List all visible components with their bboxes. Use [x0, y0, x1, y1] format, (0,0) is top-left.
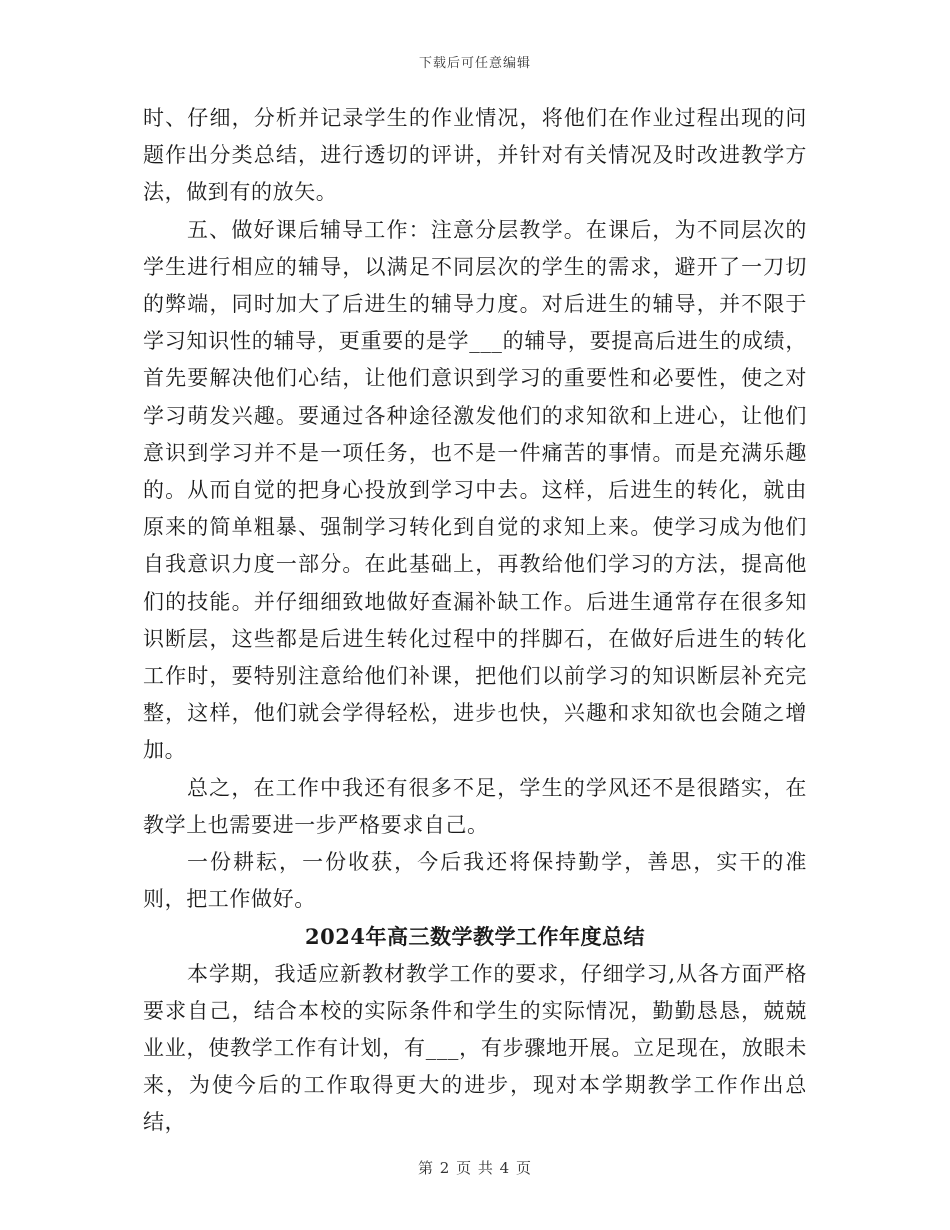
paragraph-tutoring: 五、做好课后辅导工作：注意分层教学。在课后，为不同层次的学生进行相应的辅导，以满足不同层次的学生的需求，避开了一刀切的弊端，同时加大了后进生的辅导力度。对后进生的辅导，并不限于学习知识性的辅导，更重要的是学___的辅导，要提高后进生的成绩，首先要解决他们心结，让他们意识到学习的重要性和必要性，使之对学习萌发兴趣。要通过各种途径激发他们的求知欲和上进心，让他们意识到学习并不是一项任务，也不是一件痛苦的事情。而是充满乐趣的。从而自觉的把身心投放到学习中去。这样，后进生的转化，就由原来的简单粗暴、强制学习转化到自觉的求知上来。使学习成为他们自我意识力度一部分。在此基础上，再教给他们学习的方法，提高他们的技能。并仔细细致地做好查漏补缺工作。后进生通常存在很多知识断层，这些都是后进生转化过程中的拌脚石，在做好后进生的转化工作时，要特别注意给他们补课，把他们以前学习的知识断层补充完整，这样，他们就会学得轻松，进步也快，兴趣和求知欲也会随之增加。	[143, 217, 807, 763]
paragraph-closing: 一份耕耘，一份收获，今后我还将保持勤学，善思，实干的准则，把工作做好。	[143, 850, 807, 912]
section-title: 2024年高三数学教学工作年度总结	[305, 924, 645, 950]
page-header-note: 下载后可任意编辑	[418, 56, 531, 71]
paragraph-section-intro: 本学期，我适应新教材教学工作的要求，仔细学习,从各方面严格要求自己，结合本校的实际条件和学生的实际情况，勤勤恳恳，兢兢业业，使教学工作有计划，有___，有步骤地开展。立足现在，放眼未来，为使今后的工作取得更大的进步，现对本学期教学工作作出总结，	[143, 961, 807, 1135]
paragraph-summary: 总之，在工作中我还有很多不足，学生的学风还不是很踏实，在教学上也需要进一步严格要求自己。	[143, 775, 807, 837]
document-body	[143, 100, 807, 1142]
paragraph-continuation: 时、仔细，分析并记录学生的作业情况，将他们在作业过程出现的问题作出分类总结，进行透切的评讲，并针对有关情况及时改进教学方法，做到有的放矢。	[143, 106, 807, 205]
page-number: 第 2 页 共 4 页	[418, 1159, 532, 1177]
